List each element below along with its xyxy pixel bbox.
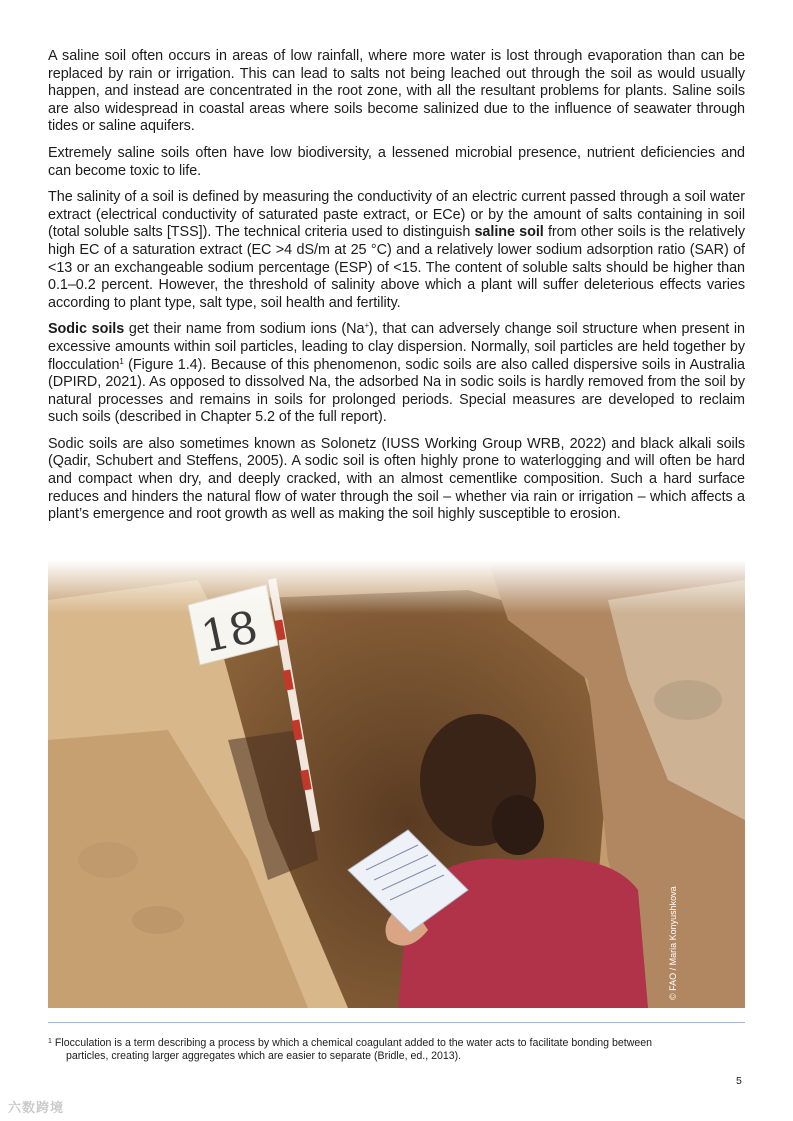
sodic-text-c: (Figure 1.4). Because of this phenomenon, sodic soils are also called dispersive soils in Australia (DPIRD, 2021). As opposed to dissolved Na, the adsorbed Na in sodic soils is hardly removed from the soil by natural processes and remains in soils for prolonged periods. Special measures are developed to reclaim such soils (described in Chapter 5.2 of the full report).: [48, 356, 745, 426]
term-sodic-soils: Sodic soils: [48, 321, 125, 338]
footnote-line-1: Flocculation is a term describing a process by which a chemical coagulant added to the water acts to facilitate bonding between: [54, 1037, 653, 1049]
paragraph-saline-occurrence: A saline soil often occurs in areas of low rainfall, where more water is lost through evaporation than can be replaced by rain or irrigation. This can lead to salts not being leached out through the soil as would usually happen, and instead are concentrated in the root zone, with all the resultant problems for plants. Saline soils are also widespread in coastal areas where soils become salinized due to the influence of seawater through tides or saline aquifers.: [48, 48, 745, 135]
term-saline-soil: saline soil: [474, 224, 544, 241]
footnote-ref-1[interactable]: 1: [119, 356, 124, 366]
paragraph-solonetz: Sodic soils are also sometimes known as Solonetz (IUSS Working Group WRB, 2022) and black alkali soils (Qadir, Schubert and Steffens, 2005). A sodic soil is often highly prone to waterlogging and will often be hard and compact when dry, and deeply cracked, with an almost cementlike composition. Such a hard surface reduces and hinders the natural flow of water through the soil – whether via rain or irrigation – which affects a plant’s emergence and root growth as well as making the soil highly susceptible to erosion.: [48, 435, 745, 523]
soil-pit-photo: [48, 560, 745, 1008]
footnote-divider: [48, 1022, 745, 1023]
sodic-text-a: get their name from sodium ions (Na: [124, 321, 365, 338]
footnote: [48, 1035, 745, 1063]
page-number: 5: [736, 1075, 742, 1087]
photo-credit: © FAO / Maria Konyushkova: [668, 886, 678, 1000]
body-text: [48, 48, 745, 533]
footnote-line-2: particles, creating larger aggregates which are easier to separate (Bridle, ed., 2013).: [66, 1050, 462, 1063]
paragraph-sodic-soils: [48, 321, 745, 427]
paragraph-saline-biodiversity: Extremely saline soils often have low biodiversity, a lessened microbial presence, nutrient deficiencies and can become toxic to life.: [48, 144, 745, 179]
sodium-charge-sup: +: [364, 321, 370, 331]
watermark-logo: 六数跨境: [8, 1100, 65, 1115]
paragraph-salinity-definition: [48, 189, 745, 312]
salinity-text-start: The salinity of a soil is defined by measuring the conductivity of an electric current passed through a soil water extract (electrical conductivity of saturated paste extract, or ECe) or by the amount of salts containing in soil (total soluble salts [TSS]). The technical criteria used to distinguish: [48, 189, 745, 241]
sodic-text-b: ), that can adversely change soil structure when present in excessive amounts within soil particles, leading to clay dispersion. Normally, soil particles are held together by flocculation: [48, 321, 745, 373]
soil-pit-illustration: [48, 560, 745, 1008]
footnote-mark: 1: [48, 1038, 52, 1045]
salinity-text-end: from other soils is the relatively high EC of a saturation extract (EC >4 dS/m at 25 °C) and a relatively lower sodium adsorption ratio (SAR) of <13 or an exchangeable sodium percentage (ESP) of <15. The content of soluble salts should be higher than 0.1–0.2 percent. However, the threshold of salinity above which a plant will suffer deleterious effects varies according to plant type, salt type, soil health and fertility.: [48, 224, 745, 311]
top-fade: [48, 560, 745, 1008]
